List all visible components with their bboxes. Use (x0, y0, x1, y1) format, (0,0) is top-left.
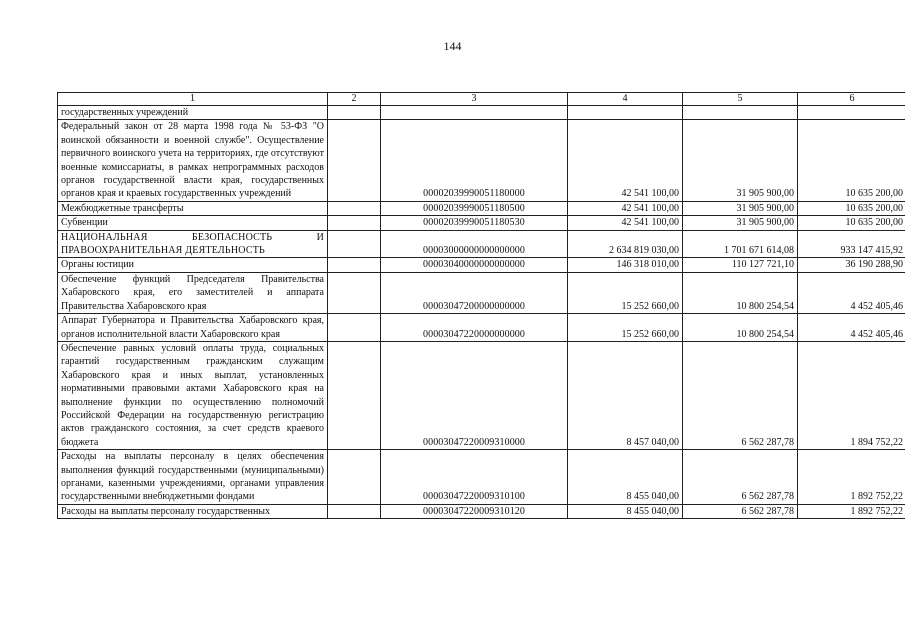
row-value-6: 933 147 415,92 (798, 230, 905, 258)
row-value-4: 8 457 040,00 (568, 341, 683, 449)
row-code: 00003047220009310000 (381, 341, 568, 449)
row-name: государственных учреждений (58, 106, 328, 120)
row-value-6: 36 190 288,90 (798, 258, 905, 272)
row-name: Федеральный закон от 28 марта 1998 года № 53-ФЗ "О воинской обязанности и военной службе". Осуществление первичного воинского учета на территориях, где отсутствуют военные комиссариаты, в рамках непрограммных расходов органов государственной власти края, государственных органов края и краевых государственных учреждений (58, 120, 328, 201)
row-value-5: 6 562 287,78 (683, 341, 798, 449)
row-value-4: 8 455 040,00 (568, 450, 683, 505)
row-value-6: 1 892 752,22 (798, 450, 905, 505)
budget-table (57, 92, 905, 519)
row-value-4: 15 252 660,00 (568, 314, 683, 342)
row-code: 00002039990051180000 (381, 120, 568, 201)
row-code: 00003040000000000000 (381, 258, 568, 272)
row-col2 (328, 450, 381, 505)
row-col2 (328, 314, 381, 342)
row-col2 (328, 230, 381, 258)
row-col2 (328, 216, 381, 230)
table-row (58, 120, 905, 201)
row-value-5: 1 701 671 614,08 (683, 230, 798, 258)
column-header-1: 1 (58, 93, 328, 106)
row-code: 00003047200000000000 (381, 272, 568, 313)
table-row (58, 504, 905, 518)
table-row (58, 272, 905, 313)
row-value-4: 42 541 100,00 (568, 216, 683, 230)
table-row (58, 106, 905, 120)
row-value-4: 42 541 100,00 (568, 120, 683, 201)
row-col2 (328, 272, 381, 313)
table-row (58, 314, 905, 342)
row-value-4: 15 252 660,00 (568, 272, 683, 313)
row-value-5: 31 905 900,00 (683, 216, 798, 230)
table-row (58, 201, 905, 215)
row-value-4: 146 318 010,00 (568, 258, 683, 272)
row-code (381, 106, 568, 120)
row-name: Органы юстиции (58, 258, 328, 272)
row-value-6: 10 635 200,00 (798, 120, 905, 201)
row-name: Субвенции (58, 216, 328, 230)
row-value-5: 31 905 900,00 (683, 120, 798, 201)
row-value-5: 10 800 254,54 (683, 272, 798, 313)
column-header-5: 5 (683, 93, 798, 106)
row-value-5: 6 562 287,78 (683, 504, 798, 518)
row-code: 00003047220009310100 (381, 450, 568, 505)
row-col2 (328, 258, 381, 272)
row-name: Обеспечение равных условий оплаты труда, социальных гарантий государственным гражданским служащим Хабаровского края и иных выплат, установленных нормативными правовыми актами Хабаровского края на выполнение функции по осуществлению полномочий Российской Федерации на государственную регистрацию актов гражданского состояния, за счет средств краевого бюджета (58, 341, 328, 449)
column-header-2: 2 (328, 93, 381, 106)
row-name: Расходы на выплаты персоналу государственных (58, 504, 328, 518)
row-value-6: 10 635 200,00 (798, 216, 905, 230)
row-col2 (328, 106, 381, 120)
row-code: 00003000000000000000 (381, 230, 568, 258)
row-value-4: 2 634 819 030,00 (568, 230, 683, 258)
row-value-6: 10 635 200,00 (798, 201, 905, 215)
row-value-4 (568, 106, 683, 120)
row-name: Аппарат Губернатора и Правительства Хабаровского края, органов исполнительной власти Хабаровского края (58, 314, 328, 342)
row-value-6 (798, 106, 905, 120)
table-row (58, 450, 905, 505)
page-number: 144 (443, 39, 462, 53)
row-value-4: 8 455 040,00 (568, 504, 683, 518)
row-code: 00003047220009310120 (381, 504, 568, 518)
table-header-row (58, 93, 905, 106)
row-code: 00002039990051180530 (381, 216, 568, 230)
column-header-6: 6 (798, 93, 905, 106)
row-value-6: 1 892 752,22 (798, 504, 905, 518)
column-header-3: 3 (381, 93, 568, 106)
table-row (58, 230, 905, 258)
row-value-5: 6 562 287,78 (683, 450, 798, 505)
row-col2 (328, 504, 381, 518)
row-value-6: 4 452 405,46 (798, 314, 905, 342)
row-name: Межбюджетные трансферты (58, 201, 328, 215)
column-header-4: 4 (568, 93, 683, 106)
row-col2 (328, 201, 381, 215)
row-value-6: 4 452 405,46 (798, 272, 905, 313)
row-code: 00003047220000000000 (381, 314, 568, 342)
row-code: 00002039990051180500 (381, 201, 568, 215)
row-value-5 (683, 106, 798, 120)
row-name: Обеспечение функций Председателя Правительства Хабаровского края, его заместителей и аппарата Правительства Хабаровского края (58, 272, 328, 313)
row-name: НАЦИОНАЛЬНАЯ БЕЗОПАСНОСТЬ И ПРАВООХРАНИТЕЛЬНАЯ ДЕЯТЕЛЬНОСТЬ (58, 230, 328, 258)
row-value-6: 1 894 752,22 (798, 341, 905, 449)
row-col2 (328, 120, 381, 201)
table-row (58, 258, 905, 272)
row-name: Расходы на выплаты персоналу в целях обеспечения выполнения функций государственными (муниципальными) органами, казенными учреждениями, органами управления государственными внебюджетными фондами (58, 450, 328, 505)
row-value-5: 110 127 721,10 (683, 258, 798, 272)
table-row (58, 341, 905, 449)
row-col2 (328, 341, 381, 449)
row-value-5: 10 800 254,54 (683, 314, 798, 342)
table-row (58, 216, 905, 230)
row-value-4: 42 541 100,00 (568, 201, 683, 215)
row-value-5: 31 905 900,00 (683, 201, 798, 215)
